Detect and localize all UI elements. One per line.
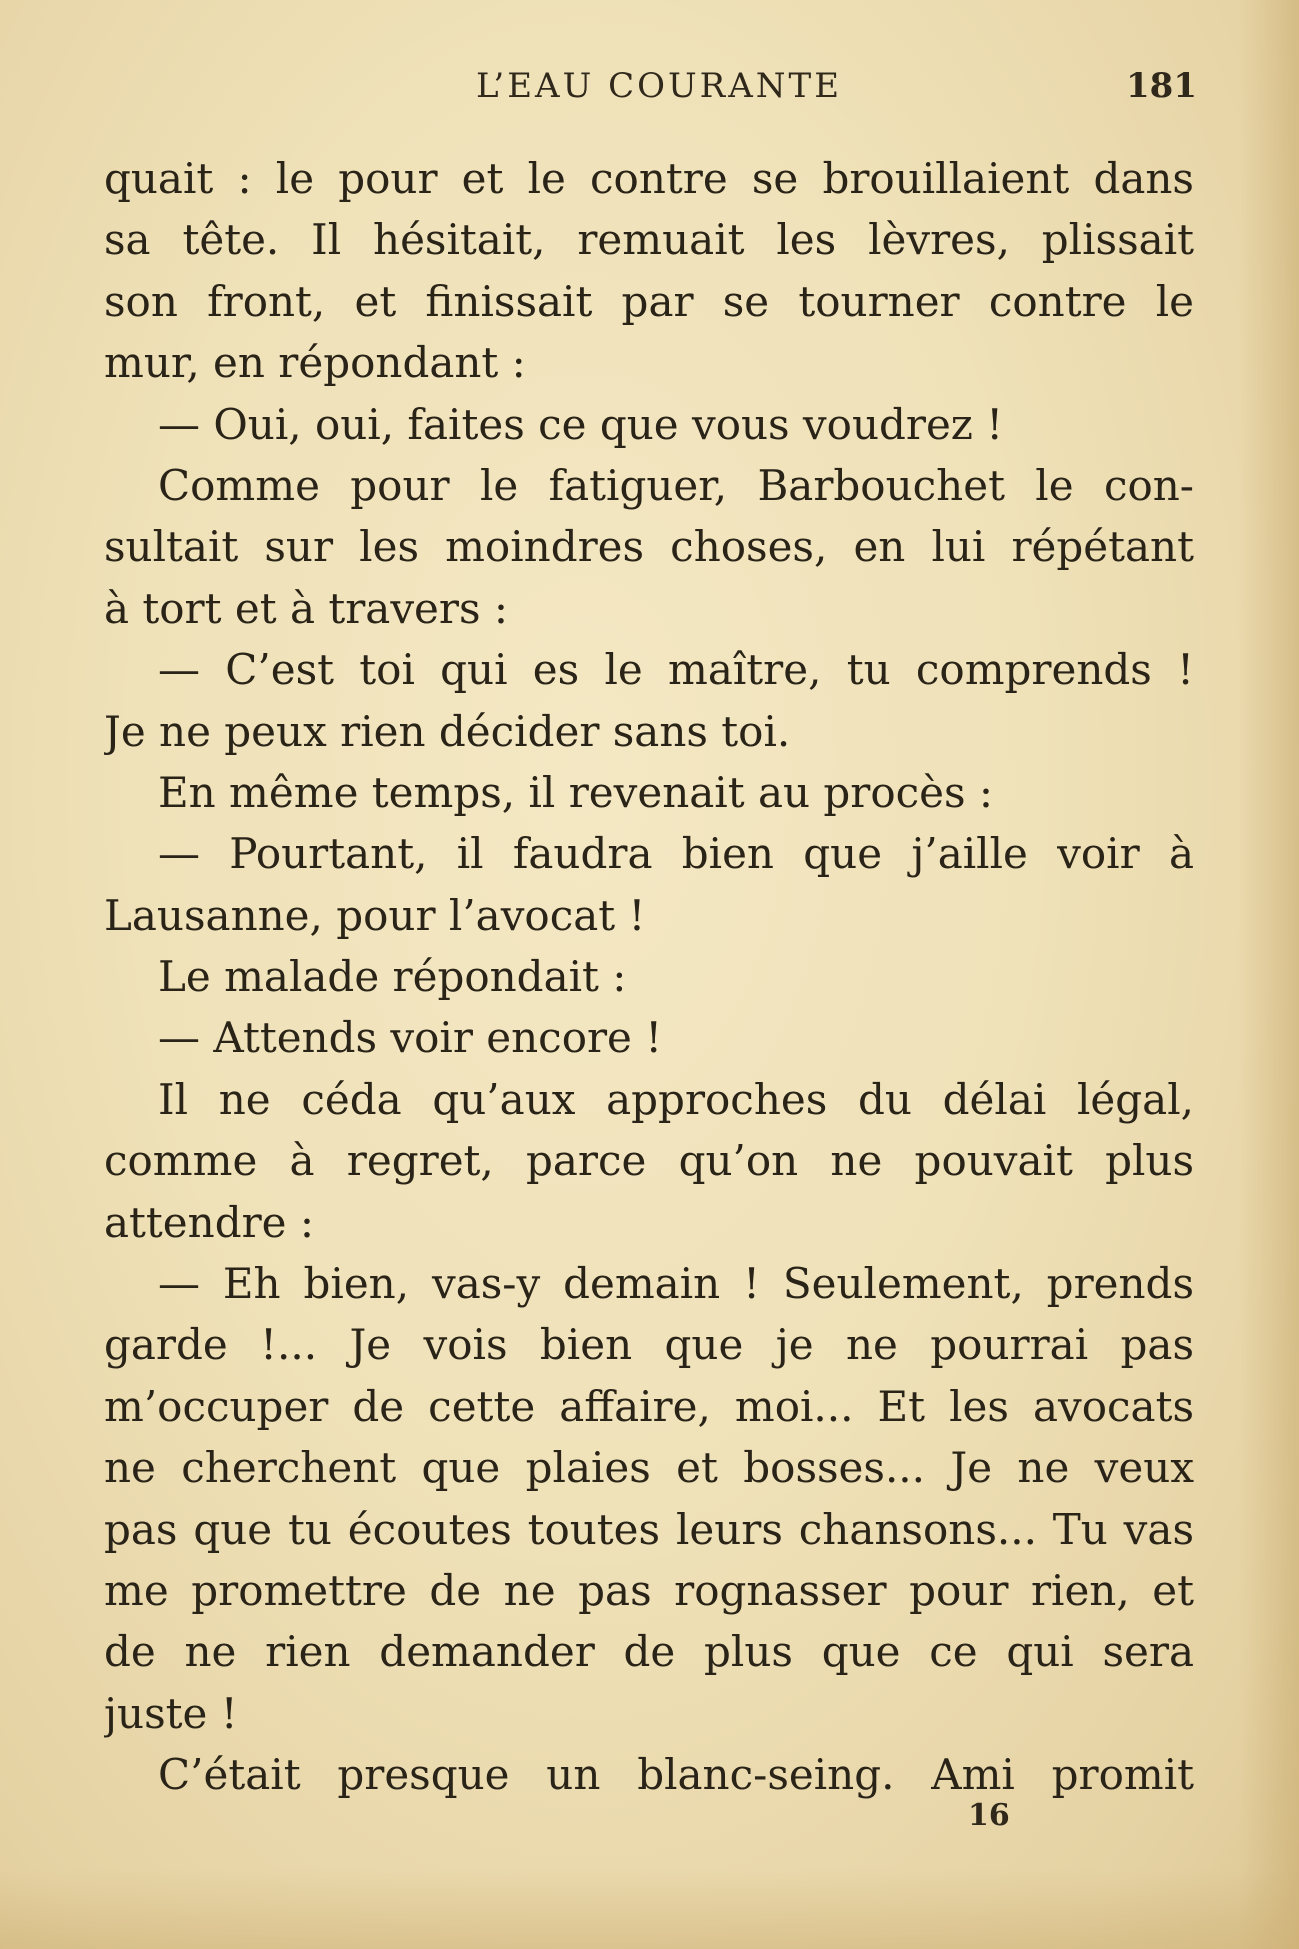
text-line: C’était presque un blanc-seing. Ami promit: [158, 1750, 1194, 1800]
page-bottom-shading: [0, 1869, 1299, 1949]
text-line: — Pourtant, il faudra bien que j’aille voir à: [158, 829, 1194, 879]
signature-mark: 16: [968, 1798, 1010, 1833]
text-line: Je ne peux rien décider sans toi.: [104, 706, 791, 756]
text-line: sa tête. Il hésitait, remuait les lèvres, plissait: [104, 215, 1194, 265]
text-line: ne cherchent que plaies et bosses... Je ne veux: [104, 1443, 1194, 1493]
text-line: sultait sur les moindres choses, en lui répétant: [104, 522, 1194, 572]
text-line: Il ne céda qu’aux approches du délai légal,: [158, 1074, 1194, 1124]
text-line: En même temps, il revenait au procès :: [158, 767, 994, 817]
text-line: juste !: [104, 1688, 238, 1738]
text-line: pas que tu écoutes toutes leurs chansons... Tu vas: [104, 1504, 1194, 1554]
text-line: me promettre de ne pas rognasser pour rien, et: [104, 1565, 1194, 1615]
text-line: quait : le pour et le contre se brouillaient dans: [104, 154, 1194, 203]
text-line: son front, et finissait par se tourner contre le: [104, 276, 1194, 326]
text-line: — Eh bien, vas-y demain ! Seulement, prends: [158, 1259, 1194, 1309]
text-line: à tort et à travers :: [104, 583, 509, 633]
text-line: attendre :: [104, 1197, 315, 1247]
running-head: L’EAU COURANTE: [476, 66, 843, 106]
text-line: — Oui, oui, faites ce que vous voudrez !: [158, 399, 1004, 449]
text-line: mur, en répondant :: [104, 338, 526, 388]
text-line: Le malade répondait :: [158, 952, 627, 1002]
text-line: comme à regret, parce qu’on ne pouvait plus: [104, 1136, 1194, 1186]
text-line: — Attends voir encore !: [158, 1013, 663, 1063]
text-line: — C’est toi qui es le maître, tu comprends !: [158, 645, 1194, 695]
text-line: m’occuper de cette affaire, moi... Et les avocats: [104, 1381, 1194, 1431]
text-line: garde !... Je vois bien que je ne pourrai pas: [104, 1320, 1194, 1370]
body-text: [104, 148, 1194, 1806]
page-edge-shading: [1239, 0, 1299, 1949]
text-line: Comme pour le fatiguer, Barbouchet le con-: [158, 460, 1194, 510]
page-number: 181: [1126, 66, 1197, 106]
text-line: Lausanne, pour l’avocat !: [104, 890, 646, 940]
text-line: de ne rien demander de plus que ce qui sera: [104, 1627, 1194, 1677]
